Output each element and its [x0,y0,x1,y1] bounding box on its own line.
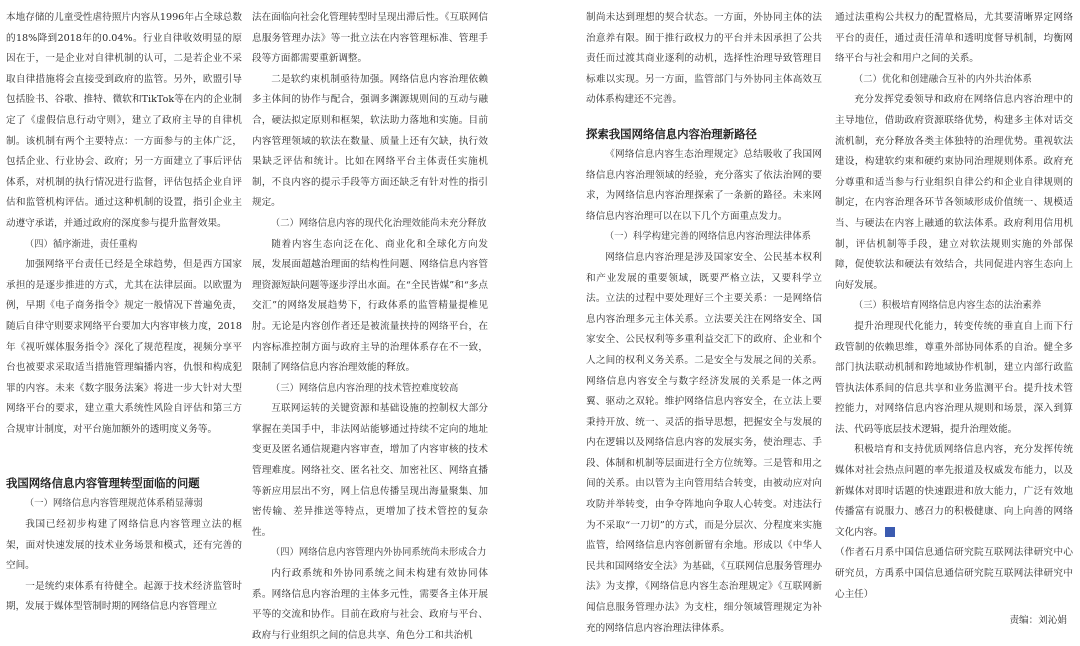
paragraph: 一是统约束体系有待健全。起源于技术经济监管时期，发展于媒体型管制时期的网络信息内容管理立 [6,580,242,613]
subheading: （四）循序渐进，责任重构 [24,238,138,250]
paragraph: 内行政系统和外协同系统之间未构建有效协同体系。网络信息内容治理的主体多元性，需要各主体开展平等的交流和协作。目前在政府与社会、政府与平台、政府与行业组织之间的信息共享、角色分工和共治机 [252,568,488,641]
paragraph: 制尚未达到理想的契合状态。一方面，外协同主体的法治意养有限。囿于推行政权力的平台并未因承担了公共责任而过渡其商业逐利的动机，选择性治理导致管理目标难以实现。另一方面，监管部门与外协同主体高效互动体系构建还不完善。 [586,12,822,106]
paragraph: 我国已经初步构建了网络信息内容管理立法的框架，面对快速发展的技术业务场景和模式，还有完善的空间。 [6,519,242,572]
end-mark-icon: 网 [885,527,895,537]
editor-credit: 责编：刘沁娟 [1009,615,1067,627]
section-heading: 我国网络信息内容管理转型面临的问题 [6,476,200,491]
paragraph: 加强网络平台责任已经是全球趋势，但是西方国家承担的是逐步推进的方式，尤其在法律层面。以欧盟为例，早期《电子商务指令》规定一般情况下普遍免责，随后自律守则要求网络平台要加大内容审核力度，2018年《视听媒体服务指令》深化了规范程度，视频分享平台也被要求采取适当措施管理编播内容，仇恨和构成犯罪的内容。未来《数字服务法案》将进一步大针对大型网络平台的要求，建立重大系统性风险自评估和第三方合规审计制度，对平台施加额外的透明度义务等。 [6,259,242,435]
section-heading: 探索我国网络信息内容治理新路径 [586,126,757,141]
subheading: （三）积极培育网络信息内容生态的法治素养 [853,300,1042,312]
column-3 [586,8,822,639]
paragraph: 本地存储的儿童受性虐待照片内容从1996年占全球总数的18%降到2018年的0.04%。行业自律收效明显的原因在于，一是企业对自律机制的认可，二是若企业不采取自律措施将会直接受到政府的监管。另外，欧盟引导包括脸书、谷歌、推特、微软和TikTok等在内的企业制定了《虚假信息行动守则》，建立了政府主导的自律机制。该机制有两个主要特点：一方面参与的主体广泛，包括企业、行业协会、政府；另一方面建立了事后评估体系，对机制的执行情况进行监督，评估包括企业自评估和监管机构评估。通过这种机制的设置，指引企业主动遵守承诺，并通过政府的深度参与提升监督效果。 [6,12,242,229]
paragraph: 随着内容生态向泛在化、商业化和全球化方向发展，发展面超越治理面的结构性问题、网络信息内容管理资源短缺问题等逐步浮出水面。在“全民皆媒”和“多点交汇”的网络发展趋势下，行政体系的监管精量提椎见肘。无论是内容创作者还是被流量挟持的网络平台，在内容标准控制方面与政府主导的治理体系存在不一致，限制了网络信息内容治理效能的释放。 [252,238,488,374]
paragraph [835,440,1073,543]
paragraph: 网络信息内容治理是涉及国家安全、公民基本权利和产业发展的重要领域，既要严格立法，又要科学立法。立法的过程中要处理好三个主要关系：一是网络信息内容治理多元主体关系。立法要关注在网络安全、国家安全、公民权利等多重利益交汇下的政府、企业和个人之间的权利义务关系。二是安全与发展之间的关系。网络信息内容安全与数字经济发展的关系是一体之两翼、驱动之双轮。维护网络信息内容安全，在立法上要秉持开放、统一、灵活的指导思想，把握安全与发展的内在逻辑以及网络信息内容的发展实务，使治理志、手段、体制和机制等层面进行全方位统筹。三是管和用之间的关系。由以管为主向管用结合转变，由被动应对向攻防并举转变，由争夺阵地向争取人心转变。对违法行为不采取“一刀切”的方式，而是分层次、分程度来实施监管，给网络信息内容创新留有余地。形成以《中华人民共和国网络安全法》为基础，《互联网信息服务管理办法》为支撑，《网络信息内容生态治理规定》《互联网新闻信息服务管理办法》为支柱，细分领域管理规定为补充的网络信息内容治理法律体系。 [586,251,822,634]
paragraph: 充分发挥党委领导和政府在网络信息内容治理中的主导地位，借助政府资源联络优势，构建多主体对话交流机制，充分释放各类主体独特的治理优势。重视软法建设，构建软约束和硬约束协同治理规则体系。政府充分尊重和适当参与行业组织自律公约和企业自律规则的制定，在内容治理各环节各领域形成价值统一、规模适当、与硬法在内容上融通的软法体系。政府利用信用机制，评估机制等手段，建立对软法规则实施的外部保障，促使软法和硬法有效结合，共同促进内容生态向上向好发展。 [835,94,1073,291]
spacer [6,440,242,460]
paragraph: 互联网运转的关键资源和基础设施的控制权大部分掌握在美国手中，非法网站能够通过持续不定向的地址变更及匿名通信规避内容审查，增加了内容审核的技术管理难度。网络社交、匿名社交、加密社区、网络直播等新应用层出不穷，网上信息传播呈现出海量聚集、加密传输、差异推送等特点，更增加了技术管控的复杂性。 [252,403,488,538]
column-2 [252,8,488,646]
column-1 [6,8,242,618]
paragraph-text: 积极培育和支持优质网络信息内容，充分发挥传统媒体对社会热点问题的率先报道及权威发布能力，以及新媒体对即时话题的快速跟进和放大能力，广泛有效地传播富有说服力、感召力的积极健康、向上向善的网络文化内容。 [835,444,1073,538]
paragraph: 《网络信息内容生态治理规定》总结吸收了我国网络信息内容治理领域的经验，充分落实了依法治网的要求，为网络信息内容治理探索了一条新的路径。未来网络信息内容治理可以在以下几个方面重点发力。 [586,148,822,222]
subheading: （四）网络信息内容管理内外协同系统尚未形成合力 [270,547,487,559]
subheading: （一）科学构建完善的网络信息内容治理法律体系 [604,231,812,243]
paragraph: 通过法重构公共权力的配置格局，尤其要清晰界定网络平台的责任，通过责任清单和透明度督导机制，均衡网络平台与社会和用户之间的关系。 [835,12,1073,65]
paragraph: 法在面临向社会化管理转型时呈现出滞后性。《互联网信息服务管理办法》等一批立法在内容管理标准、管理手段等方面都需要重新调整。 [252,12,488,65]
author-note: （作者石月系中国信息通信研究院互联网法律研究中心研究员，方禹系中国信息通信研究院互联网法律研究中心主任） [835,547,1073,600]
subheading: （一）网络信息内容管理规范体系稍显薄弱 [24,498,203,510]
paragraph: 提升治理现代化能力，转变传统的垂直自上而下行政管制的依赖思维，尊重外部协同体系的自治。健全多部门执法联动机制和跨地域协作机制，建立内部行政监管执法体系间的信息共享和业务监测平台。提升技术管控能力，对网络信息内容治理从规则和场景，深入到算法、代码等底层技术逻辑，提升治理效能。 [835,320,1073,435]
subheading: （二）网络信息内容的现代化治理效能尚未充分释放 [270,217,487,229]
subheading: （三）网络信息内容治理的技术管控难度较高 [270,382,459,394]
column-4 [835,8,1073,632]
paragraph: 二是软约束机制亟待加强。网络信息内容治理依赖多主体间的协作与配合，强调多渊源规则间的互动与融合，硬法拟定原则和框架，软法助力落地和实施。目前内容管理领域的软法在数量、质量上还有欠缺，执行效果缺乏评估和统计。比如在网络平台主体责任实施机制，不良内容的提示手段等方面还缺乏有针对性的指引规定。 [252,73,488,209]
subheading: （二）优化和创建融合互补的内外共治体系 [853,73,1032,85]
